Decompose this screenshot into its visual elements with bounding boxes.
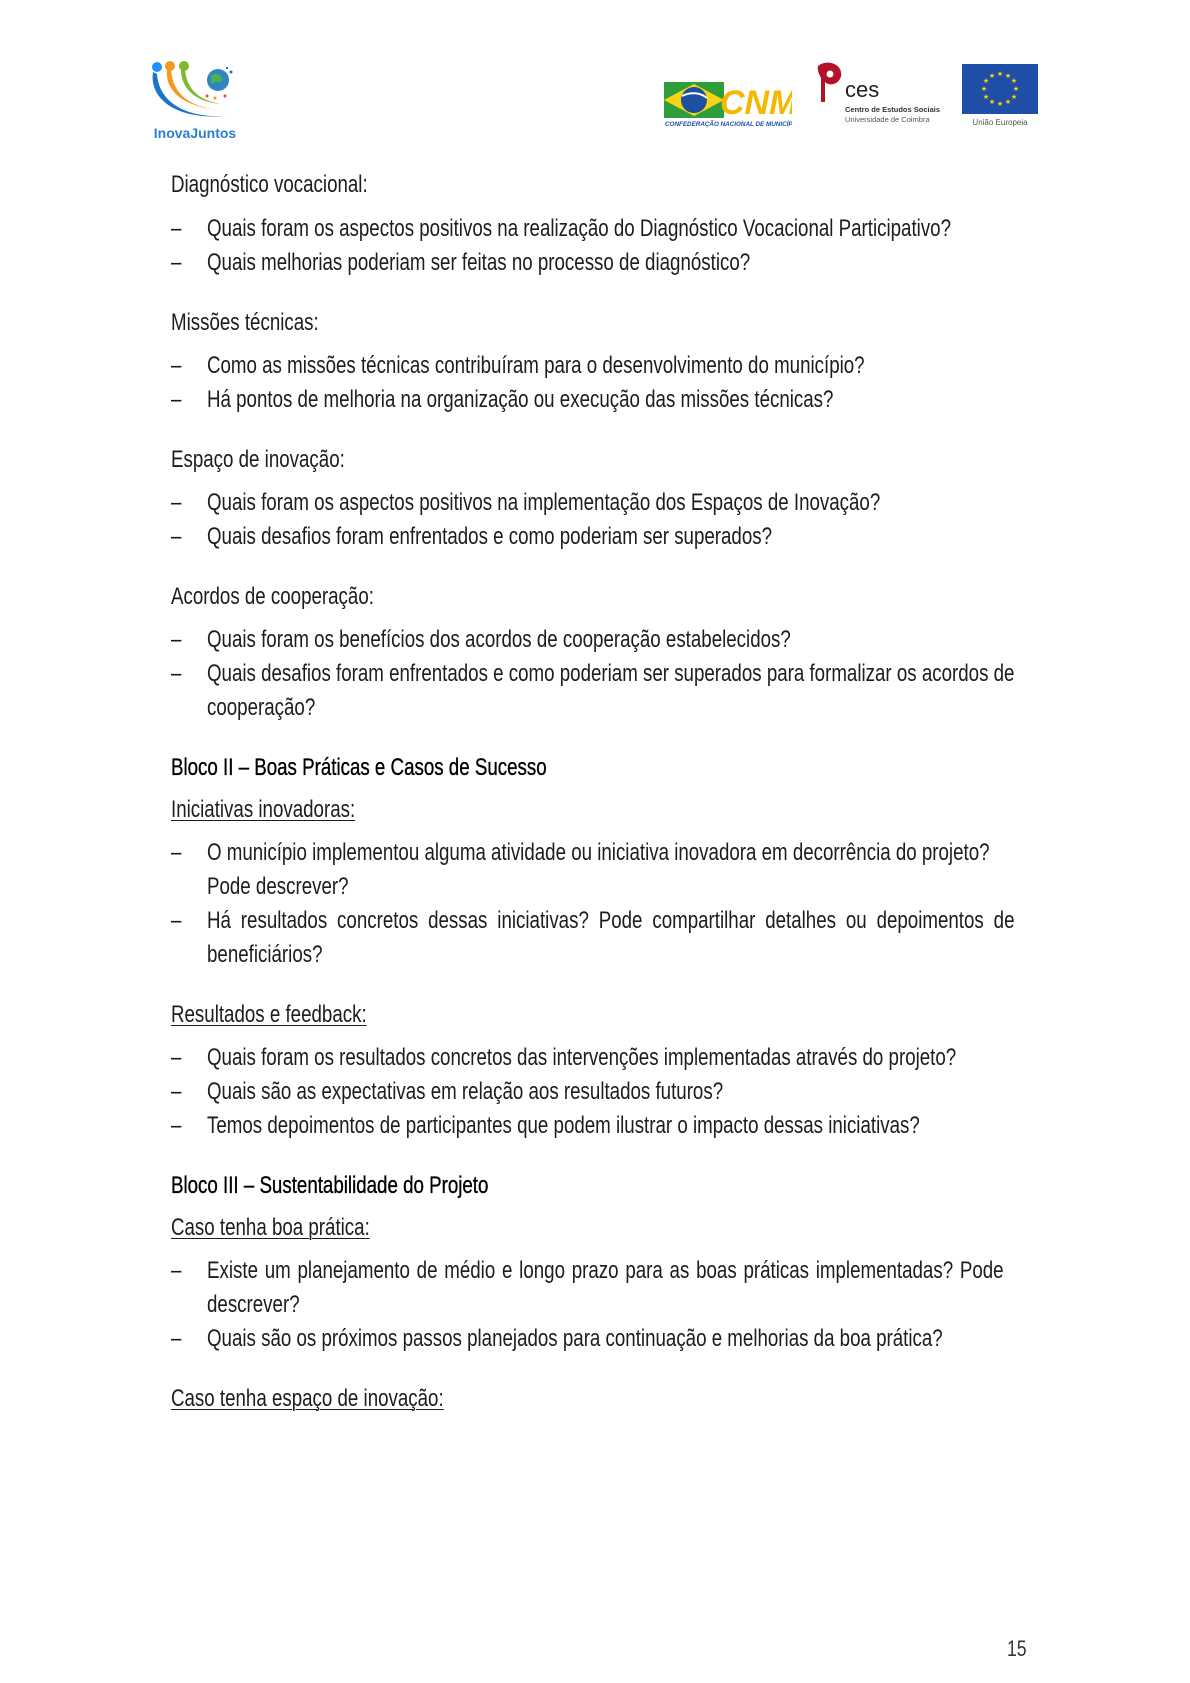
bullet-dash: – [171,660,182,687]
svg-text:★: ★ [996,70,1004,78]
page-number: 15 [1007,1636,1027,1661]
list-item-continuation: Pode descrever? [207,873,349,900]
bullet-dash: – [171,215,182,242]
block-title-bloco-2: Bloco II – Boas Práticas e Casos de Sucesso [171,754,547,781]
bullet-dash: – [171,1257,182,1284]
eu-logo [960,62,1042,128]
svg-text:★: ★ [982,93,990,101]
bullet-dash: – [171,489,182,516]
list-item: Quais foram os resultados concretos das intervenções implementadas através do projeto? [207,1044,957,1071]
subsection-heading: Caso tenha boa prática: [171,1214,370,1241]
ces-logo [815,60,940,130]
section-heading: Acordos de cooperação: [171,583,374,610]
svg-text:CONFEDERAÇÃO NACIONAL DE MUNIC: CONFEDERAÇÃO NACIONAL DE MUNICÍPIOS [665,121,792,128]
svg-text:ces: ces [845,77,880,102]
svg-text:★: ★ [1004,72,1012,80]
svg-text:★: ★ [1012,85,1020,93]
bullet-dash: – [171,626,182,653]
list-item-continuation: beneficiários? [207,941,323,968]
bullet-dash: – [171,839,182,866]
section-heading: Diagnóstico vocacional: [171,171,368,198]
svg-text:★: ★ [980,85,988,93]
list-item: Quais foram os aspectos positivos na implementação dos Espaços de Inovação? [207,489,881,516]
list-item: Quais desafios foram enfrentados e como poderiam ser superados para formalizar os acordos de [207,660,1015,687]
svg-text:Universidade de Coimbra: Universidade de Coimbra [845,115,930,124]
bullet-dash: – [171,386,182,413]
list-item: O município implementou alguma atividade ou iniciativa inovadora em decorrência do projeto? [207,839,990,866]
bullet-dash: – [171,249,182,276]
svg-text:CNM: CNM [720,84,792,122]
list-item: Quais desafios foram enfrentados e como poderiam ser superados? [207,523,773,550]
list-item: Quais foram os benefícios dos acordos de cooperação estabelecidos? [207,626,791,653]
section-heading: Espaço de inovação: [171,446,345,473]
bullet-dash: – [171,907,182,934]
list-item: Quais são as expectativas em relação aos resultados futuros? [207,1078,724,1105]
subsection-heading: Caso tenha espaço de inovação: [171,1385,444,1412]
section-heading: Missões técnicas: [171,309,319,336]
list-item: Há resultados concretos dessas iniciativas? Pode compartilhar detalhes ou depoimentos de [207,907,1015,934]
svg-text:InovaJuntos: InovaJuntos [153,125,237,141]
list-item: Como as missões técnicas contribuíram para o desenvolvimento do município? [207,352,865,379]
bullet-dash: – [171,1044,182,1071]
svg-text:Centro de Estudos Sociais: Centro de Estudos Sociais [845,105,940,114]
inovajuntos-logo [145,58,245,143]
list-item: Temos depoimentos de participantes que podem ilustrar o impacto dessas iniciativas? [207,1112,920,1139]
list-item: Quais melhorias poderiam ser feitas no processo de diagnóstico? [207,249,751,276]
bullet-dash: – [171,1078,182,1105]
page-header [0,0,1190,150]
bullet-dash: – [171,1325,182,1352]
list-item: Quais são os próximos passos planejados para continuação e melhorias da boa prática? [207,1325,943,1352]
list-item: Quais foram os aspectos positivos na realização do Diagnóstico Vocacional Participativo? [207,215,952,242]
svg-text:★: ★ [996,100,1004,108]
svg-text:★: ★ [988,98,996,106]
list-item-continuation: cooperação? [207,694,316,721]
svg-text:★: ★ [1010,93,1018,101]
bullet-dash: – [171,352,182,379]
svg-text:★: ★ [1004,98,1012,106]
bullet-dash: – [171,1112,182,1139]
block-title-bloco-3: Bloco III – Sustentabilidade do Projeto [171,1172,489,1199]
svg-text:União Europeia: União Europeia [972,118,1028,127]
list-item: Existe um planejamento de médio e longo prazo para as boas práticas implementadas? Pode [207,1257,1004,1284]
svg-text:★: ★ [988,72,996,80]
cnm-logo [664,76,792,128]
subsection-heading: Iniciativas inovadoras: [171,796,356,823]
svg-text:★: ★ [982,77,990,85]
bullet-dash: – [171,523,182,550]
svg-text:★: ★ [1010,77,1018,85]
list-item: Há pontos de melhoria na organização ou execução das missões técnicas? [207,386,834,413]
list-item-continuation: descrever? [207,1291,300,1318]
subsection-heading: Resultados e feedback: [171,1001,367,1028]
